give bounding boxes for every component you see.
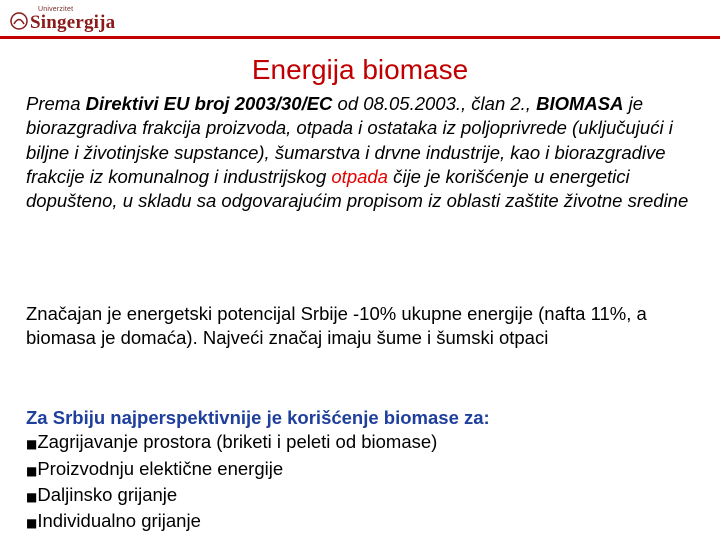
p1-e: je biorazgradiva frakcija proizvoda, otpada i ostataka iz poljoprivrede (uključujući i biljne i životinjske supstance), šumarstva i drvne industrije, kao i biorazgradive frakcije iz komunalnog i industrijskog xyxy=(26,93,673,187)
p1-a: Prema xyxy=(26,93,86,114)
logo-emblem-icon xyxy=(10,12,28,30)
bullet-icon: ■ xyxy=(26,489,38,504)
definition-paragraph xyxy=(26,92,706,213)
p1-c: od 08.05.2003., član 2., xyxy=(332,93,537,114)
bullet-icon: ■ xyxy=(26,516,38,531)
logo-subtitle: Univerzitet xyxy=(38,6,74,13)
list-heading: Za Srbiju najperspektivnije je korišćenje biomase za: xyxy=(26,407,490,428)
directive-reference: Direktivi EU broj 2003/30/EC xyxy=(85,93,333,114)
biomasa-term: BIOMASA xyxy=(536,93,624,114)
perspective-list xyxy=(26,406,706,535)
slide-title-text: Energija biomase xyxy=(251,54,469,85)
university-logo xyxy=(8,4,116,36)
bullet-icon: ■ xyxy=(26,463,38,478)
list-item: ■Individualno grijanje xyxy=(26,510,201,532)
p1-g: čije je korišćenje u energetici dopušteno, u skladu sa odgovarajućim propisom iz oblasti zaštite životne sredine xyxy=(26,165,689,212)
potential-paragraph: Značajan je energetski potencijal Srbije -10% ukupne energije (nafta 11%, a biomasa je domaća). Najveći značaj imaju šume i šumski otpaci xyxy=(26,303,647,349)
otpada-highlight: otpada xyxy=(331,165,388,187)
header-divider xyxy=(0,36,720,39)
list-item: ■Proizvodnju elektične energije xyxy=(26,457,284,479)
list-item: ■Zagrijavanje prostora (briketi i peleti od biomase) xyxy=(26,431,438,453)
bullet-icon: ■ xyxy=(26,437,38,452)
slide-title xyxy=(0,54,720,86)
logo-name: Singergija xyxy=(30,12,116,33)
list-item: ■Daljinsko grijanje xyxy=(26,483,178,505)
